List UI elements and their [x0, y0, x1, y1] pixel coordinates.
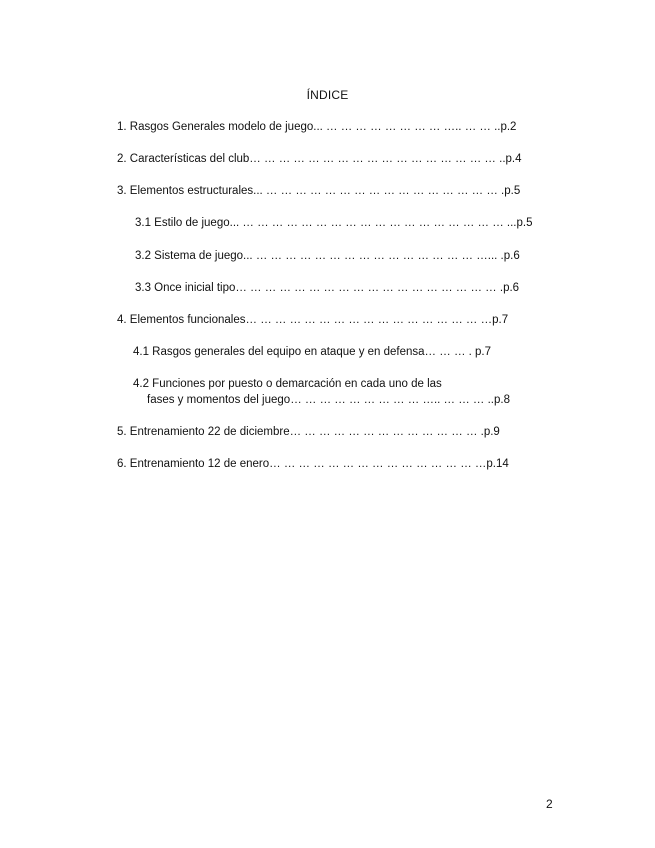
toc-entry-6: 6. Entrenamiento 12 de enero… … … … … … … … … … … … … … …p.14	[117, 458, 509, 470]
toc-entry-5: 5. Entrenamiento 22 de diciembre… … … … … … … … … … … … … .p.9	[117, 426, 500, 438]
index-title: ÍNDICE	[306, 88, 349, 102]
toc-entry-3-3: 3.3 Once inicial tipo… … … … … … … … … … … … … … … … … … .p.6	[135, 282, 520, 294]
toc-entry-3-1: 3.1 Estilo de juego... … … … … … … … … … … … … … … … … … … ...p.5	[135, 217, 533, 229]
toc-entry-4-1: 4.1 Rasgos generales del equipo en ataque y en defensa… … … . p.7	[133, 346, 492, 358]
toc-entry-3-2: 3.2 Sistema de juego... … … … … … … … … … … … … … … … …... .p.6	[135, 250, 520, 262]
toc-entry-4: 4. Elementos funcionales… … … … … … … … … … … … … … … … …p.7	[117, 314, 509, 326]
toc-entry-3: 3. Elementos estructurales... … … … … … … … … … … … … … … … … .p.5	[117, 185, 521, 197]
page-number: 2	[546, 797, 553, 811]
toc-entry-1: 1. Rasgos Generales modelo de juego... … … … … … … … … ….. … … ..p.2	[117, 121, 517, 133]
toc-entry-2: 2. Características del club… … … … … … … … … … … … … … … … … ..p.4	[117, 153, 522, 165]
toc-entry-4-2-line-1: 4.2 Funciones por puesto o demarcación en cada uno de las	[133, 378, 442, 390]
toc-entry-4-2-line-2: fases y momentos del juego… … … … … … … … … ….. … … … ..p.8	[147, 394, 510, 406]
